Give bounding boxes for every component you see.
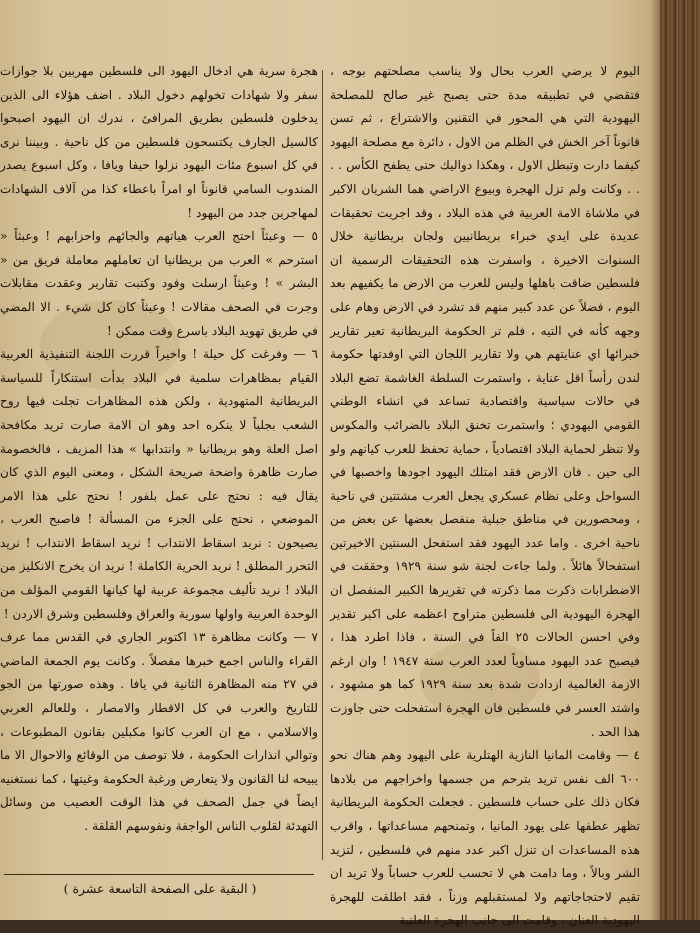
right-paragraph-2: ٤ — وقامت المانيا النازية الهتلرية على اليهود وهم هناك نحو ٦٠٠ الف نفس تريد بترحم من جسمها واخراجهم من بلادها فكان ذلك على حساب فلسطين . فجعلت الحكومة البريطانية تظهر عطفها على يهود المانيا ، وتمنحهم مساعداتها ، واقرب هذه المساعدات ان تنزل اكبر عدد منهم في فلسطين ، لتزيد الشر وبالاً ، وما دامت هي لا تحسب للعرب حساباً ولا تريد ان تقيم لاحتجاجاتهم ولا لمستقبلهم وزناً ، فقد اطلقت للهجرة اليهودية العنان ، وقامت الى جانب الهجرة العلنية bbox=[330, 748, 640, 928]
left-paragraph-3: ٦ — وفرغت كل حيلة ! واخيراً قررت اللجنة التنفيذية العربية القيام بمظاهرات سلمية في البلاد بدأت استنكاراً للسياسة البريطانية المتهودية ، ولكن هذه المظاهرات تجلت فيها روح الشعب بجلياً لا ينكره احد وهو ان الامة صارت تريد مكافحة اصل العلة وهو بريطانيا « وانتدابها » هذا المزيف ، فالخصومة صارت ظاهرة واضحة صريحة الشكل ، ومعنى اليوم الذي كان يقال فيه : نحتج على عمل بلفور ! نحتج على هذا الامر الموضعي ، نحتج على الجزء من المسألة ! فاصبح العرب ، يصيحون : نريد اسقاط الانتداب ! نريد اسقاط الانتداب ! نريد التحرر المطلق ! نريد الحرية الكاملة ! نريد ان يخرج الانكليز من البلاد ! نريد تأليف مجموعة عربية لها كيانها القومي المؤلف من الوحدة العربية واولها سورية والعراق وفلسطين وشرق الاردن ! bbox=[0, 347, 318, 621]
left-column bbox=[0, 60, 318, 860]
right-paragraph-1: اليوم لا يرضي العرب بحال ولا يناسب مصلحتهم بوجه ، فتقضي في تطبيقه مدة حتى يصبح غير صالح للمصلحة اليهودية التي هي المحور في التقنين والاشتراع ، ثم تسن قانوناً آخر الخش في الظلم من الاول ، دائرة مع مصلحة اليهود كيفما دارت وتبطل الاول ، وهكذا دواليك حتى يطفح الكأس . . . . وكانت ولم تزل الهجرة وبيوع الاراضي هما الشريان الاكبر في ملاشاة الامة العربية في هذه البلاد ، وقد اجريت تحقيقات عديدة على ايدي خبراء بريطانيين ولجان بريطانية خلال السنوات الاخيرة ، واسفرت هذه التحقيقات الرسمية ان فلسطين ضاقت باهلها وليس للعرب من الارض ما يكفيهم بعد اليوم ، فضلاً عن عدد كبير منهم قد تشرد في الارض وهام على وجهه كأنه في التيه ، فلم تر الحكومة البريطانية تعير تقارير خبرائها اي عنايتهم هي ولا تقارير اللجان التي اوفدتها حكومة لندن رأساً اقل عناية ، واستمرت السلطة الغاشمة تضع البلاد في حالات سياسية واقتصادية تساعد في انشاء الوطني القومي اليهودي ؛ واستمرت تخنق البلاد بالضرائب والمكوس ولا تنظر لحماية البلاد اقتصادياً ، حماية تحفظ للعرب كيانهم ولو الى حين . فان الارض فقد امتلك اليهود اجودها واخصبها في السواحل وعلى نظام عسكري يجعل العرب مشتتين في ناحية ، ومحصورين في مناطق جبلية منفصل بعضها عن بعض من ناحية اخرى . واما عدد اليهود فقد استفحل السنتين الاخيرتين استفحالاً هائلاً . ولما جاءت لجنة شو سنة ١٩٢٩ وحققت في الاضطرابات ذكرت مما ذكرته في تقريرها الكبير المنفصل ان الهجرة اليهودية الى فلسطين متراوح اعظمه على اكبر تقدير وفي احسن الحالات ٢٥ الفاً في السنة ، فاذا اطرد هذا ، فيصبح عدد اليهود مساوياً لعدد العرب سنة ١٩٤٧ ! وان ارغم الازمة العالمية ازدادت شدة بعد سنة ١٩٢٩ كما هو مشهود ، واشتد العسر في فلسطين فان الهجرة استفحلت حتى جاوزت هذا الحد . bbox=[330, 64, 640, 739]
column-divider bbox=[322, 70, 323, 860]
left-paragraph-4: ٧ — وكانت مظاهرة ١٣ اكتوبر الجاري في القدس مما عرف القراء والناس اجمع خبرها مفصلاً . وكانت يوم الجمعة الماضي في ٢٧ منه المظاهرة الثانية في يافا . وهذه صورتها من الجو للتاريخ والعرب في كل الاقطار والامصار ، وللعالم العربي والاسلامي ، مع ان العرب كانوا مكبلين بقانون المطبوعات ، وتوالي انذارات الحكومة ، فلا توصف من الوقائع والاحوال الا ما يبيحه لنا القانون ولا يتعارض ورغبة الحكومة وغيتها ، كما نستغنيه ايضاً في جمل الصحف في هذا الوقت العصيب من وسائل التهدئة لقلوب الناس الواجفة ونفوسهم القلقة . bbox=[0, 630, 319, 833]
footer-rule bbox=[4, 874, 314, 875]
book-spine bbox=[660, 0, 700, 920]
left-paragraph-2: ٥ — وعبثاً احتج العرب هياتهم والجائهم واحزابهم ! وعبثاً « استرحم » العرب من بريطانيا ان تعاملهم معاملة فريق من « البشر » ! وعبثاً ارسلت وفود وكتبت تقارير وعقدت مقابلات وجرت في الصحف مقالات ! وعبثاً كان كل شيء . الا المضي في طريق تهويد البلاد باسرع وقت ممكن ! bbox=[0, 229, 318, 338]
right-column bbox=[330, 60, 640, 928]
continued-note: ( البقية على الصفحة التاسعة عشرة ) bbox=[63, 881, 257, 896]
left-paragraph-1: هجرة سرية هي ادخال اليهود الى فلسطين مهربين بلا جوازات سفر ولا شهادات تخولهم دخول البلاد . اضف هؤلاء الى الذين يدخلون فلسطين بطريق المرافئ ، ندرك ان اليهود اصبحوا كالسيل الجارف يكتسحون فلسطين من كل ناحية . وبيننا نرى في كل اسبوع مئات اليهود نزلوا حيفا ويافا ، وكل اسبوع يصدر المندوب السامي قانوناً او امراً باعطاء كذا من آلاف الشهادات لمهاجرين جدد من اليهود ! bbox=[0, 64, 318, 220]
